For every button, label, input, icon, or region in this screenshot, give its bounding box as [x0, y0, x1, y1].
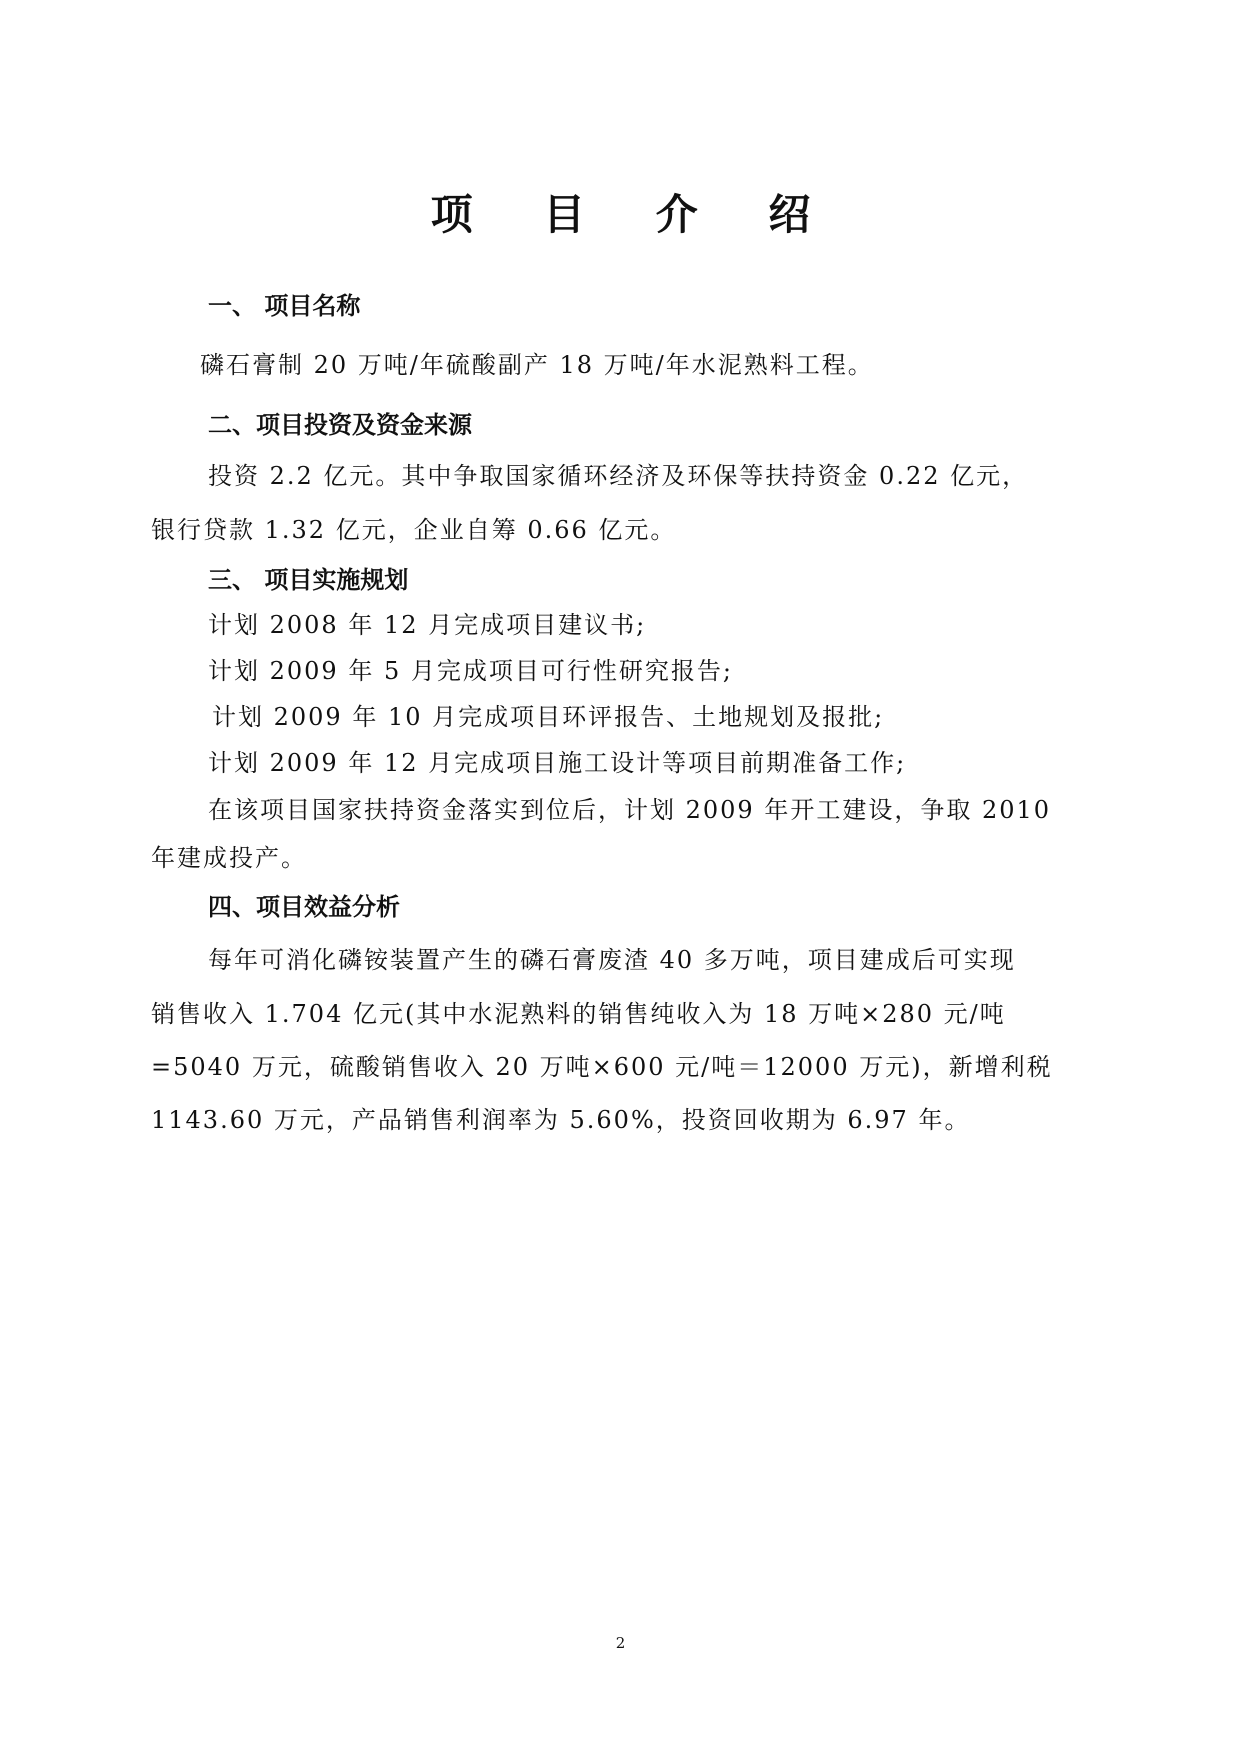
paragraph-line: 每年可消化磷铵装置产生的磷石膏废渣 40 多万吨，项目建成后可实现 [208, 946, 1016, 974]
section-heading-investment: 二、项目投资及资金来源 [208, 411, 472, 439]
paragraph-line: 年建成投产。 [151, 844, 307, 872]
paragraph-line: 计划 2009 年 12 月完成项目施工设计等项目前期准备工作; [208, 749, 907, 777]
paragraph-line: 1143.60 万元，产品销售利润率为 5.60%，投资回收期为 6.97 年。 [151, 1106, 971, 1134]
section-heading-project-name: 一、 项目名称 [208, 292, 361, 320]
paragraph-line: 磷石膏制 20 万吨/年硫酸副产 18 万吨/年水泥熟料工程。 [200, 351, 874, 379]
page-number: 2 [615, 1634, 626, 1652]
document-title: 项 目 介 绍 [430, 190, 839, 239]
paragraph-line: 计划 2009 年 10 月完成项目环评报告、土地规划及报批; [212, 703, 885, 731]
section-heading-implementation-plan: 三、 项目实施规划 [208, 566, 409, 594]
paragraph-line: =5040 万元，硫酸销售收入 20 万吨×600 元/吨＝12000 万元)，新增利税 [151, 1053, 1053, 1081]
paragraph-line: 计划 2009 年 5 月完成项目可行性研究报告; [208, 657, 733, 685]
paragraph-line: 在该项目国家扶持资金落实到位后，计划 2009 年开工建设，争取 2010 [208, 796, 1052, 824]
paragraph-line: 销售收入 1.704 亿元(其中水泥熟料的销售纯收入为 18 万吨×280 元/吨 [151, 1000, 1006, 1028]
paragraph-line: 投资 2.2 亿元。其中争取国家循环经济及环保等扶持资金 0.22 亿元， [208, 462, 1029, 490]
paragraph-line: 计划 2008 年 12 月完成项目建议书; [208, 611, 647, 639]
section-heading-benefit-analysis: 四、项目效益分析 [208, 893, 400, 921]
paragraph-line: 银行贷款 1.32 亿元，企业自筹 0.66 亿元。 [151, 516, 677, 544]
